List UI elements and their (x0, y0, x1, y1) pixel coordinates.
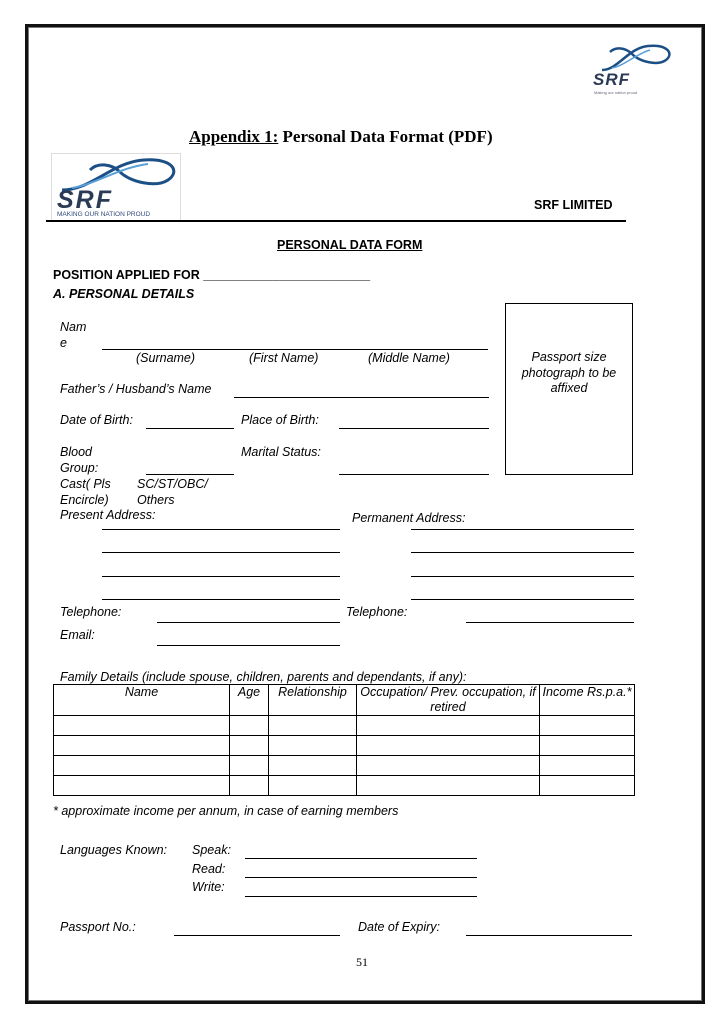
middle-name-caption: (Middle Name) (368, 351, 450, 365)
family-details-heading: Family Details (include spouse, children, parents and dependants, if any): (60, 670, 467, 684)
read-label: Read: (192, 862, 226, 876)
small-logo-tagline: Making our nation proud (594, 90, 638, 95)
position-applied: POSITION APPLIED FOR ________________________ (53, 268, 371, 282)
marital-status-field[interactable] (339, 474, 489, 475)
caste-label (60, 477, 111, 508)
table-cell[interactable] (54, 756, 230, 776)
caste-line2: Encircle) (60, 492, 109, 507)
name-label-line1: Nam (60, 320, 87, 334)
table-cell[interactable] (357, 776, 540, 796)
write-field[interactable] (245, 896, 477, 897)
blood-group-field[interactable] (146, 474, 234, 475)
col-relationship-header: Relationship (269, 685, 357, 716)
appendix-title: Personal Data Format (PDF) (278, 127, 493, 146)
caste-line1: Cast( Pls (60, 477, 111, 491)
read-field[interactable] (245, 877, 477, 878)
photo-box-text: Passport size photograph to be affixed (521, 350, 617, 395)
small-logo-text: SRF (593, 70, 630, 89)
table-cell[interactable] (540, 776, 635, 796)
col-income-header: Income Rs.p.a.* (540, 685, 635, 716)
table-cell[interactable] (230, 756, 269, 776)
family-table (53, 684, 635, 796)
table-cell[interactable] (54, 736, 230, 756)
marital-status-label: Marital Status: (241, 445, 321, 459)
table-cell[interactable] (230, 776, 269, 796)
date-of-expiry-field[interactable] (466, 935, 632, 936)
page-number: 51 (356, 955, 368, 969)
table-cell[interactable] (540, 716, 635, 736)
table-cell[interactable] (230, 716, 269, 736)
caste-options-line2: Others (137, 492, 175, 507)
company-name: SRF LIMITED (534, 198, 613, 212)
date-of-expiry-label: Date of Expiry: (358, 920, 440, 934)
fathers-name-label: Father’s / Husband’s Name (60, 382, 212, 396)
telephone-field-2[interactable] (466, 622, 634, 623)
speak-label: Speak: (192, 843, 231, 857)
family-table-header (54, 685, 635, 716)
table-cell[interactable] (269, 716, 357, 736)
table-cell[interactable] (269, 736, 357, 756)
dob-label: Date of Birth: (60, 413, 133, 427)
section-a-heading: A. PERSONAL DETAILS (53, 287, 195, 301)
permanent-address-line-2[interactable] (411, 552, 634, 553)
pob-field[interactable] (339, 428, 489, 429)
write-label: Write: (192, 880, 225, 894)
srf-logo (51, 153, 181, 221)
telephone-label-1: Telephone: (60, 605, 122, 619)
table-cell[interactable] (54, 716, 230, 736)
passport-no-field[interactable] (174, 935, 340, 936)
name-label-line2: e (60, 336, 67, 350)
dob-field[interactable] (146, 428, 234, 429)
col-age-header: Age (230, 685, 269, 716)
name-label (60, 319, 86, 351)
blood-group-line2: Group: (60, 460, 99, 475)
table-cell[interactable] (230, 736, 269, 756)
first-name-caption: (First Name) (249, 351, 319, 365)
blood-group-line1: Blood (60, 445, 92, 459)
present-address-label: Present Address: (60, 508, 156, 522)
telephone-field-1[interactable] (157, 622, 340, 623)
telephone-label-2: Telephone: (346, 605, 408, 619)
table-cell[interactable] (357, 756, 540, 776)
table-row (54, 736, 635, 756)
languages-label: Languages Known: (60, 843, 168, 857)
blood-group-label (60, 445, 98, 476)
name-field[interactable] (102, 349, 488, 350)
table-row (54, 716, 635, 736)
income-note: * approximate income per annum, in case of earning members (53, 804, 399, 818)
email-label: Email: (60, 628, 95, 642)
caste-options[interactable] (137, 477, 208, 508)
email-field[interactable] (157, 645, 340, 646)
present-address-line-1[interactable] (102, 529, 340, 530)
caste-options-line1: SC/ST/OBC/ (137, 477, 208, 491)
permanent-address-line-3[interactable] (411, 576, 634, 577)
surname-caption: (Surname) (136, 351, 196, 365)
page-title (189, 127, 493, 147)
fathers-name-field[interactable] (234, 397, 489, 398)
header-rule (46, 220, 626, 222)
table-cell[interactable] (54, 776, 230, 796)
small-srf-logo (588, 40, 678, 100)
pob-label: Place of Birth: (241, 413, 319, 427)
permanent-address-label: Permanent Address: (352, 511, 466, 525)
speak-field[interactable] (245, 858, 477, 859)
table-cell[interactable] (357, 716, 540, 736)
table-cell[interactable] (269, 756, 357, 776)
form-title: PERSONAL DATA FORM (277, 238, 423, 252)
col-name-header: Name (54, 685, 230, 716)
permanent-address-line-1[interactable] (411, 529, 634, 530)
photo-box (505, 303, 633, 475)
logo-text: SRF (57, 186, 113, 214)
table-cell[interactable] (269, 776, 357, 796)
passport-no-label: Passport No.: (60, 920, 136, 934)
present-address-line-3[interactable] (102, 576, 340, 577)
table-cell[interactable] (540, 736, 635, 756)
table-cell[interactable] (357, 736, 540, 756)
present-address-line-4[interactable] (102, 599, 340, 600)
table-row (54, 776, 635, 796)
permanent-address-line-4[interactable] (411, 599, 634, 600)
table-row (54, 756, 635, 776)
table-cell[interactable] (540, 756, 635, 776)
col-occupation-header: Occupation/ Prev. occupation, if retired (357, 685, 540, 716)
logo-tagline: MAKING OUR NATION PROUD (57, 211, 151, 218)
appendix-label: Appendix 1: (189, 127, 279, 146)
present-address-line-2[interactable] (102, 552, 340, 553)
